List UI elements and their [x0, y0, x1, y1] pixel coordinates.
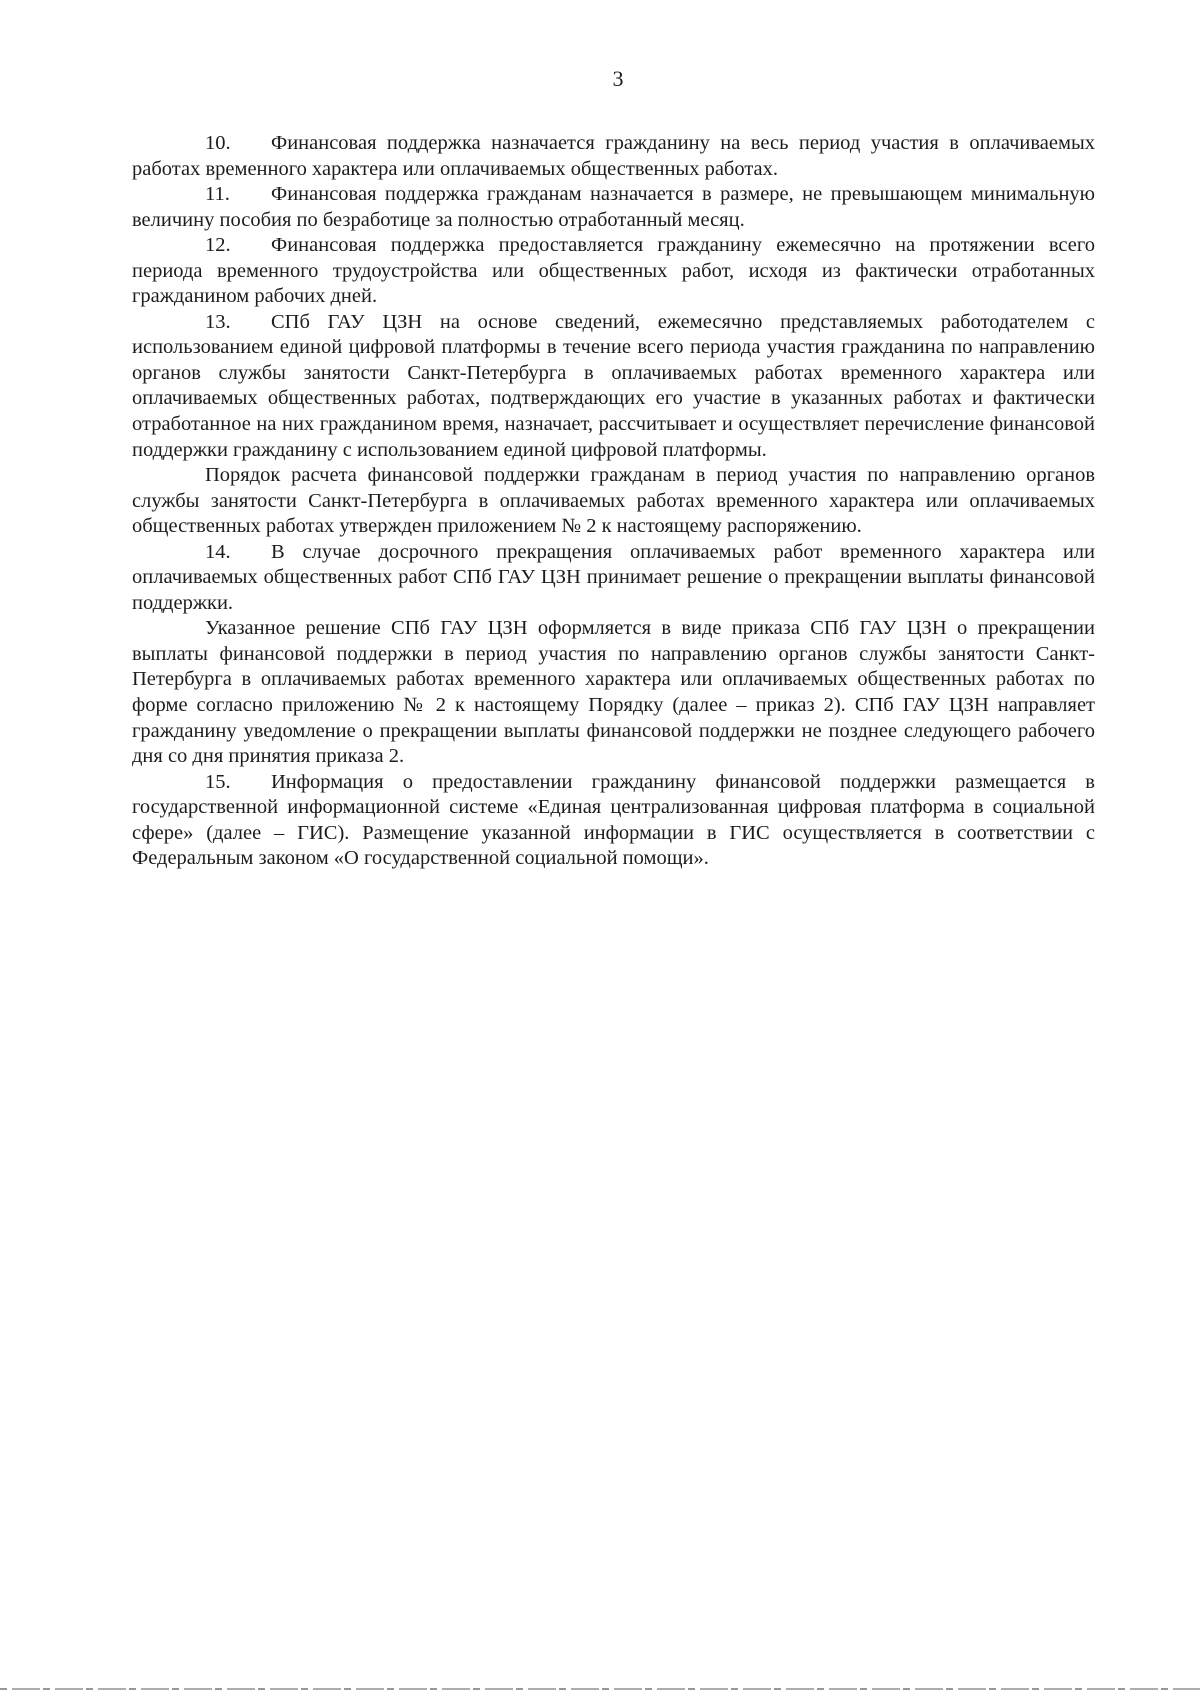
paragraph-number: 11.: [205, 183, 230, 206]
paragraph-text: Порядок расчета финансовой поддержки гражданам в период участия по направлению органов службы занятости Санкт-Петербурга в оплачиваемых работах временного характера или оплачиваемых общественных работах утвержден приложением № 2 к настоящему распоряжению.: [132, 464, 1095, 538]
paragraph-text: Финансовая поддержка предоставляется гражданину ежемесячно на протяжении всего периода временного трудоустройства или общественных работ, исходя из фактически отработанных гражданином рабочих дней.: [132, 234, 1095, 308]
paragraph-number: 13.: [205, 310, 231, 333]
paragraph-text: Указанное решение СПб ГАУ ЦЗН оформляется в виде приказа СПб ГАУ ЦЗН о прекращении выплаты финансовой поддержки в период участия по направлению органов службы занятости Санкт-Петербурга в оплачиваемых работах временного характера или оплачиваемых общественных работах по форме согласно приложению № 2 к настоящему Порядку (далее – приказ 2). СПб ГАУ ЦЗН направляет гражданину уведомление о прекращении выплаты финансовой поддержки не позднее следующего рабочего дня со дня принятия приказа 2.: [132, 617, 1095, 768]
paragraph-14: [132, 540, 1095, 617]
paragraph-13: [132, 310, 1095, 463]
paragraph-number: 15.: [205, 770, 231, 793]
paragraph-number: 10.: [205, 132, 231, 154]
paragraph-number: 14.: [205, 540, 231, 563]
scan-edge-line: [0, 1688, 1200, 1690]
paragraph-text: В случае досрочного прекращения оплачиваемых работ временного характера или оплачиваемых общественных работ СПб ГАУ ЦЗН принимает решение о прекращении выплаты финансовой поддержки.: [132, 540, 1095, 614]
paragraph-text: Финансовая поддержка гражданам назначается в размере, не превышающем минимальную величину пособия по безработице за полностью отработанный месяц.: [132, 183, 1095, 231]
paragraph-15: [132, 770, 1095, 872]
document-body: [132, 131, 1095, 872]
paragraph-text: СПб ГАУ ЦЗН на основе сведений, ежемесячно представляемых работодателем с использованием единой цифровой платформы в течение всего периода участия гражданина по направлению органов службы занятости Санкт-Петербурга в оплачиваемых работах временного характера или оплачиваемых общественных работах, подтверждающих его участие в указанных работах и фактически отработанное на них гражданином время, назначает, рассчитывает и осуществляет перечисление финансовой поддержки гражданину с использованием единой цифровой платформы.: [132, 310, 1095, 461]
paragraph-10: [132, 131, 1095, 182]
paragraph-number: 12.: [205, 234, 231, 257]
paragraph-text: Информация о предоставлении гражданину финансовой поддержки размещается в государственной информационной системе «Единая централизованная цифровая платформа в социальной сфере» (далее – ГИС). Размещение указанной информации в ГИС осуществляется в соответствии с Федеральным законом «О государственной социальной помощи».: [132, 770, 1095, 870]
paragraph-11: [132, 182, 1095, 233]
paragraph-13-continued: [132, 463, 1095, 540]
paragraph-14-continued: [132, 616, 1095, 769]
page-number: 3: [612, 66, 624, 91]
paragraph-12: [132, 233, 1095, 310]
paragraph-text: Финансовая поддержка назначается гражданину на весь период участия в оплачиваемых работах временного характера или оплачиваемых общественных работах.: [132, 132, 1095, 180]
